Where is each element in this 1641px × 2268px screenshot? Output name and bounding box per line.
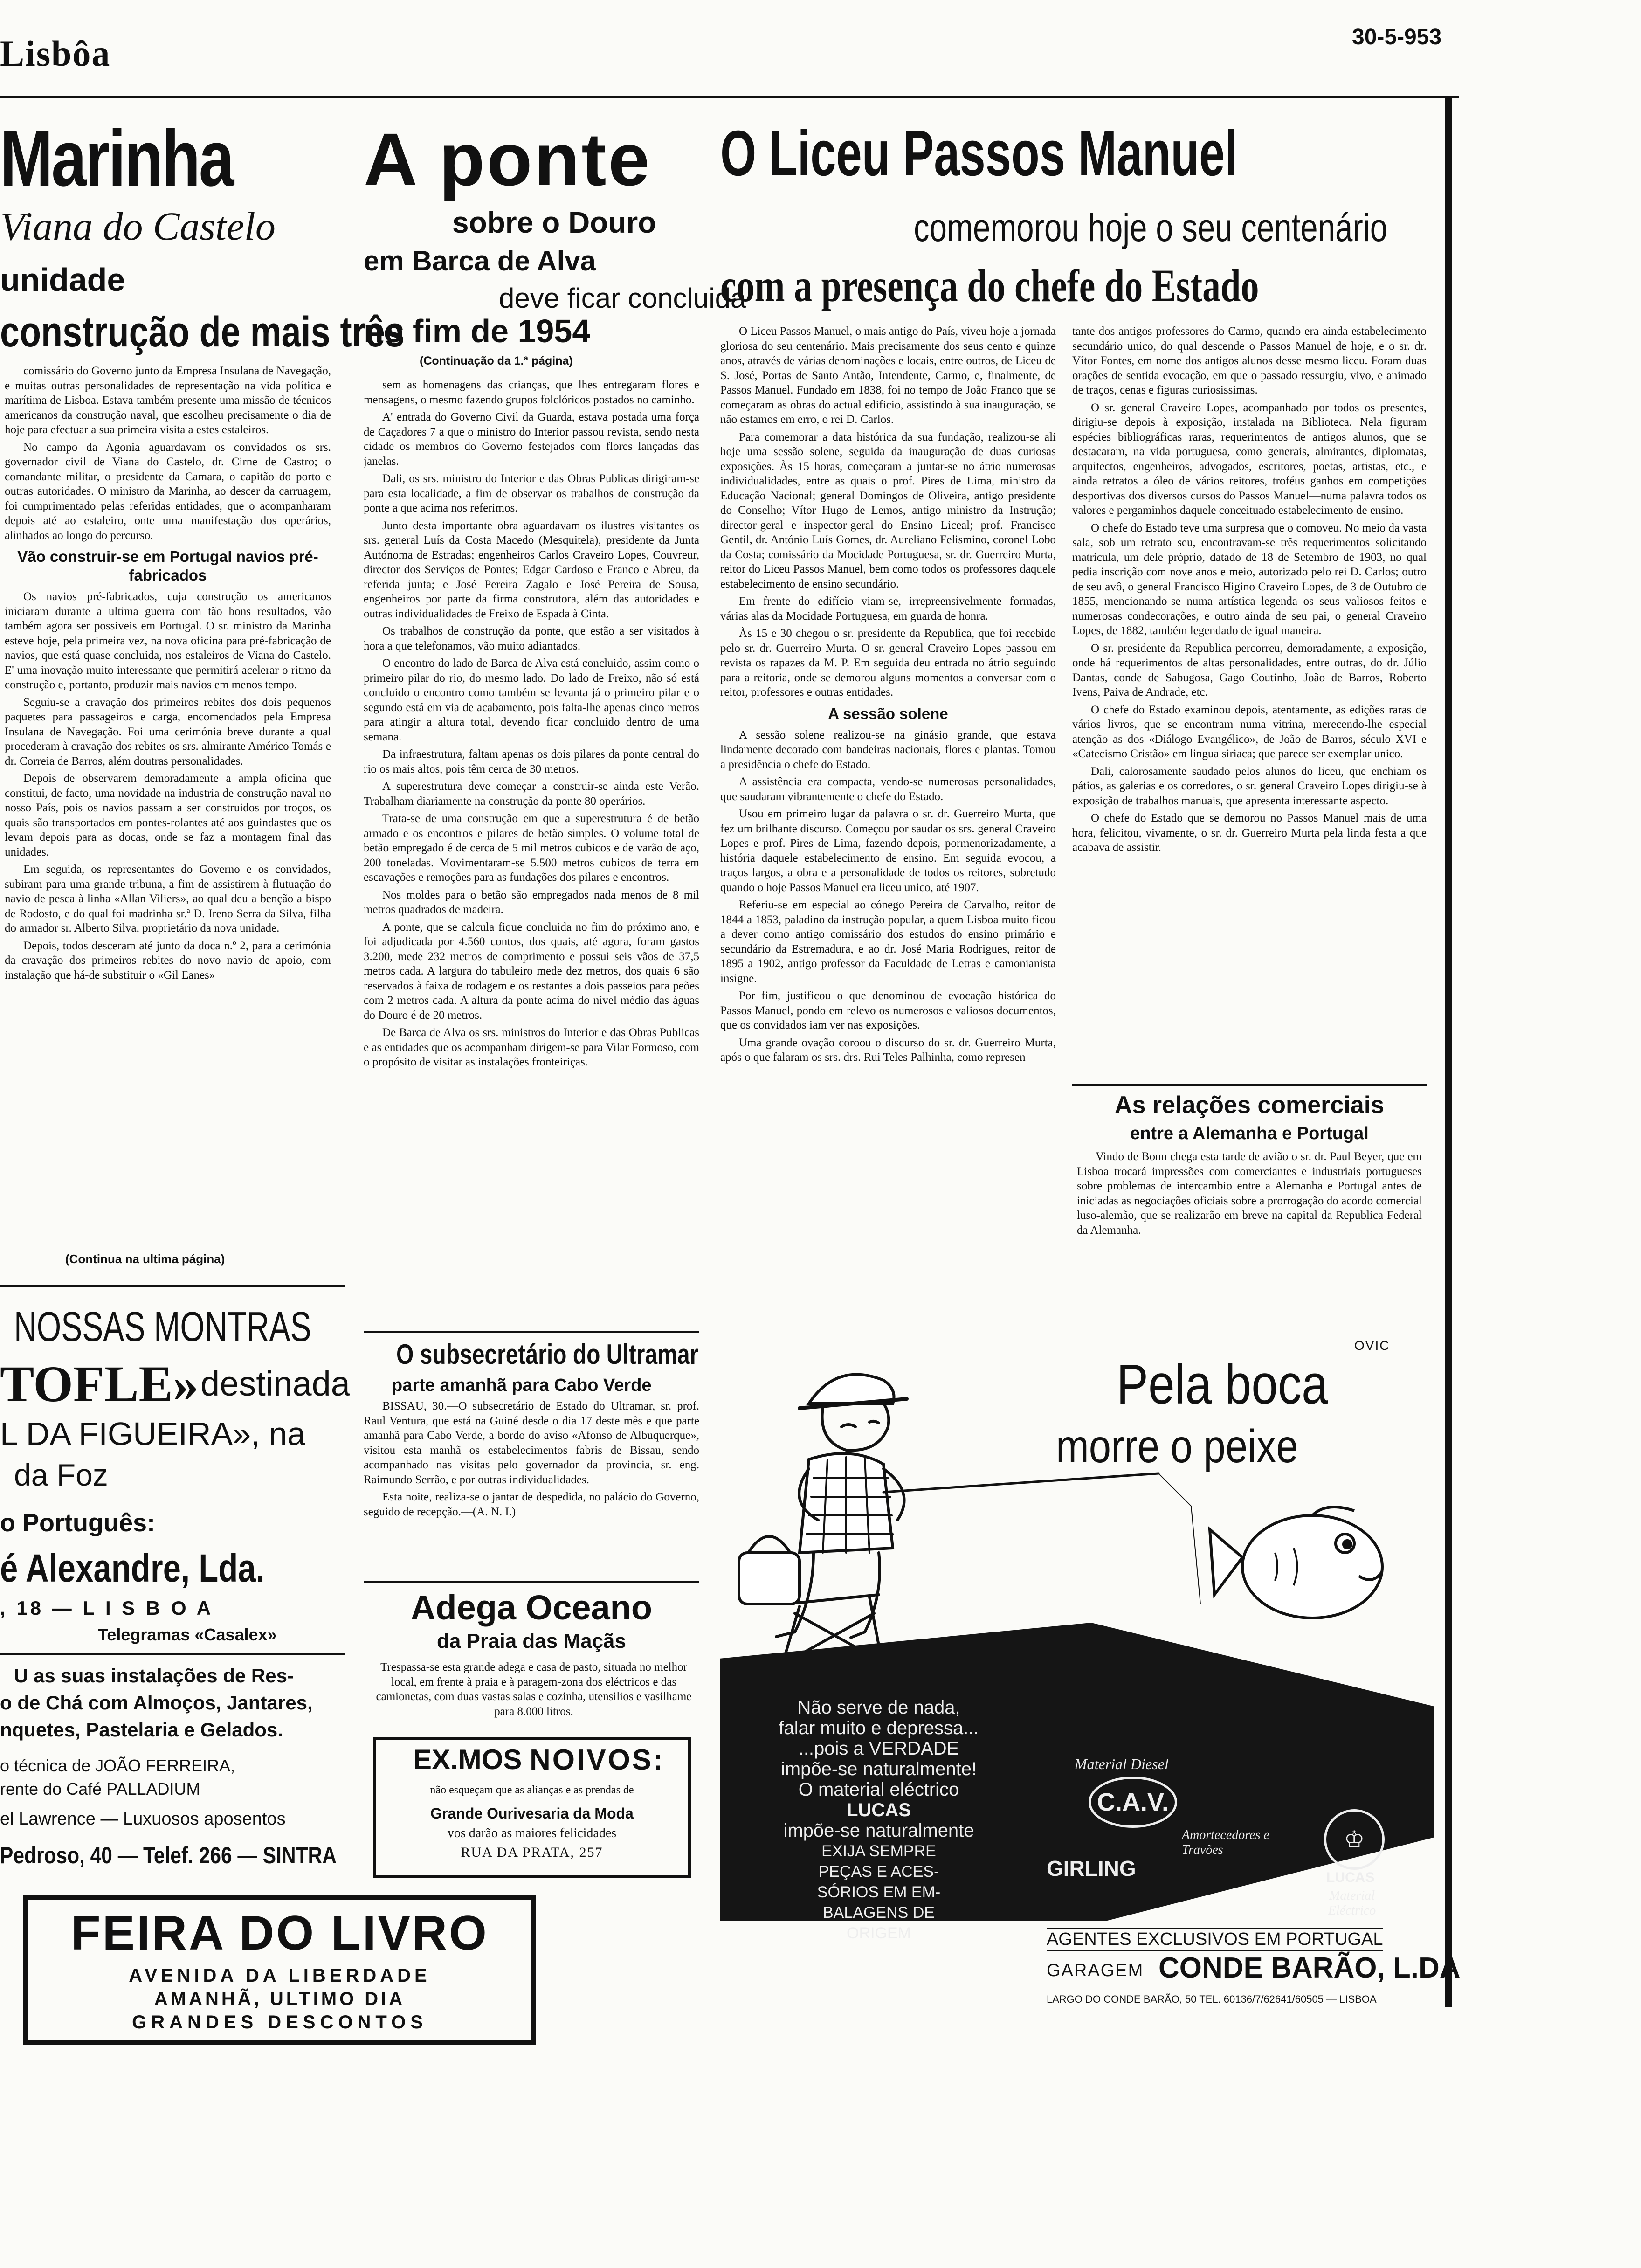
liceu-subhead: A sessão solene (828, 705, 948, 722)
slogan-line: O material eléctrico (798, 1779, 959, 1800)
marinha-body (5, 364, 331, 1212)
cha-line-2: o de Chá com Almoços, Jantares, (0, 1692, 313, 1714)
ponte-paragraph: Nos moldes para o betão são empregados nada menos de 8 mil metros quadrados de madeira. (364, 888, 699, 916)
marinha-headline-3: unidade (0, 262, 125, 298)
peixe-tag: OVIC (1354, 1338, 1390, 1353)
ponte-continued-from: (Continuação da 1.ª página) (420, 354, 573, 367)
relacoes-deck: entre a Alemanha e Portugal (1130, 1124, 1369, 1143)
slogan-line: falar muito e depressa... (779, 1718, 979, 1738)
ponte-paragraph: Da infraestrutura, faltam apenas os dois pilares da ponte central do rio os mais altos, pois têm cerca de 30 metros. (364, 748, 699, 775)
ad-pela-boca (720, 1334, 1461, 2019)
cha-line-4: o técnica de JOÃO FERREIRA, (0, 1756, 235, 1775)
masthead-date: 30-5-953 (1352, 25, 1442, 49)
feira-line-2: AVENIDA DA LIBERDADE (129, 1965, 431, 1986)
ad-montras (0, 1294, 350, 1648)
ponte-paragraph: De Barca de Alva os srs. ministros do Interior e das Obras Publicas e as entidades que os acompanham dirigem-se para Vilar Formoso, com o propósito de visitar as instalações fronteiriças. (364, 1026, 699, 1068)
liceu-body-col-1 (720, 324, 1056, 1336)
slogan-line: BALAGENS DE (823, 1904, 935, 1922)
montras-line-4: da Foz (14, 1458, 108, 1492)
ad-feira-do-livro (23, 1895, 536, 2045)
ponte-paragraph: Trata-se de uma construção em que a superestrutura é de betão armado e os encontros e pilares de betão simples. O volume total de betão empregado é de cerca de 5 mil metros cubicos e de varão de aço, 200 toneladas. Movimentaram-se 5.500 metros cubicos de terra em escavações e remoções para as fundações dos pilares e encontros. (364, 812, 699, 884)
adega-subtitle: da Praia das Maçãs (436, 1630, 626, 1653)
montras-line-6: é Alexandre, Lda. (0, 1546, 265, 1590)
subsecretario-body (364, 1399, 699, 1576)
liceu-paragraph: Para comemorar a data histórica da sua fundação, realizou-se ali hoje uma sessão solene, seguida da inauguração de duas curiosas exposições. Às 15 horas, começaram a juntar-se no átrio numerosas individualidades, entre as quais o prof. Pires de Lima, ministro da Educação Nacional; general Domingos de Oliveira, antigo presidente do Conselho; Vítor Hugo de Lemos, antigo ministro da Instrução; director-geral e inspector-geral do Ensino Liceal; prof. Francisco Gentil, dr. António Luís Gomes, dr. Aureliano Felismino, coronel Lobo da Costa; comissário da Mocidade Portuguesa, sr. dr. Guerreiro Murta, reitor do Liceu Passos Manuel, bem como todos os professores daquele estabelecimento de ensino secundário. (720, 430, 1056, 590)
marinha-paragraph: Depois de observarem demoradamente a ampla oficina que constitui, de facto, uma novidade na industria de construção naval no nosso País, pois os navios passam a ser construidos por troços, os quais são transportados em pontes-rolantes até aos guindastes que os levam depois para as docas, onde se faz a montagem final das unidades. (5, 772, 331, 858)
ponte-deck-3: deve ficar concluida (499, 283, 746, 314)
slogan-line: ...pois a VERDADE (798, 1738, 959, 1759)
cha-line-6: el Lawrence — Luxuosos aposentos (0, 1809, 286, 1829)
liceu-paragraph: Dali, calorosamente saudado pelos alunos do liceu, que enchiam os pátios, as galerias e os corredores, o sr. general Craveiro Lopes dirigiu-se à exposição de trabalhos manuais, que apresenta interessante aspecto. (1072, 765, 1427, 807)
subsecretario-headline: O subsecretário do Ultramar (396, 1339, 699, 1370)
middle-column-rule (364, 1331, 699, 1333)
marinha-paragraph: Seguiu-se a cravação dos primeiros rebites dos dois pequenos paquetes para passageiros e carga, encomendados pela Empresa Insulana de Navegação. Foi uma cerimónia breve durante a qual procederam à cravação dos rebites os srs. almirante Américo Tomás e dr. Correia de Barros, além doutras personalidades. (5, 696, 331, 768)
ponte-paragraph: A superestrutura deve começar a construir-se ainda este Verão. Trabalham diariamente na construção da ponte 80 operários. (364, 780, 699, 808)
marinha-headline: Marinha (0, 114, 233, 203)
montras-line-8: Telegramas «Casalex» (98, 1625, 277, 1644)
ponte-paragraph: Dali, os srs. ministro do Interior e das Obras Publicas dirigiram-se para esta localidade, a fim de observar os trabalhos de construção da ponte a que acima nos referimos. (364, 472, 699, 514)
garage-label: GARAGEM (1047, 1961, 1144, 1980)
montras-line-1: NOSSAS MONTRAS (14, 1304, 311, 1350)
masthead-city: Lisbôa (0, 33, 111, 74)
liceu-paragraph: O sr. general Craveiro Lopes, acompanhado por todos os presentes, dirigiu-se depois à exposição, instalada na Biblioteca. Nela figuram espécies bibliográficas raras, requerimentos de antigos alunos, que se destacaram, na vida portuguesa, como generais, almirantes, diplomatas, arquitectos, engenheiros, advogados, escritores, poetas, artistas, etc., e ainda retratos a óleo de vários reitores, troféus ganhos em competições desportivas dos diversos cursos do Passos Manuel—numa palavra todos os valores e pergaminhos daquele conceituado estabelecimento de ensino. (1072, 401, 1427, 517)
ponte-deck-4: no fim de 1954 (364, 313, 591, 349)
liceu-deck-2: com a presença do chefe do Estado (720, 260, 1259, 311)
liceu-paragraph: O Liceu Passos Manuel, o mais antigo do País, viveu hoje a jornada gloriosa do seu centenário. Mais precisamente dos seus cento e quinze anos, através de várias denominações e locais, entre outros, de Liceu de S. José, Portas de Santo Antão, Intendente, Carmo, e, finalmente, de Passos Manuel. Fundado em 1838, foi no tempo de João Franco que se começaram as obras do actual edificio, assistindo à sua inauguração, se não estamos em erro, o rei D. Carlos. (720, 325, 1056, 426)
ponte-paragraph: A ponte, que se calcula fique concluida no fim do próximo ano, e foi adjudicada por 4.560 contos, dos quais, até agora, foram gastos 3.200, mede 232 metros de comprimento e possui seis vãos de 37,5 metros cada. A largura do tabuleiro mede dez metros, dos quais 6 são reservados à faixa de rodagem e os restantes a dois passeios para peões com 2 metros cada. A altura da ponte acima do nível médio das águas do Douro é de 20 metros. (364, 920, 699, 1022)
liceu-paragraph: O chefe do Estado que se demorou no Passos Manuel mais de uma hora, felicitou, vivamente, o sr. dr. Guerreiro Murta pela linda festa a que acabava de assistir. (1072, 812, 1427, 854)
garage-address: LARGO DO CONDE BARÃO, 50 TEL. 60136/7/62641/60505 — LISBOA (1047, 1993, 1377, 2005)
cha-line-3: nquetes, Pastelaria e Gelados. (0, 1719, 283, 1741)
peixe-title-1: Pela boca (1117, 1353, 1328, 1416)
marinha-paragraph: Depois, todos desceram até junto da doca n.º 2, para a cerimónia da cravação dos primeiros rebites do novo navio de apoio, com instalação que há-de substituir o «Gil Eanes» (5, 939, 331, 982)
liceu-paragraph: O sr. presidente da Republica percorreu, demoradamente, a exposição, onde há requerimentos de altas personalidades, entre outras, do dr. Júlio Dantas, conde de Sabugosa, Gago Coutinho, João de Barros, Roberto Ivens, Paiva de Andrade, etc. (1072, 642, 1427, 698)
ponte-deck-2: em Barca de Alva (364, 245, 596, 277)
liceu-paragraph: A assistência era compacta, vendo-se numerosas personalidades, que saudaram vibrantemente o chefe do Estado. (720, 775, 1056, 803)
feira-line-3: AMANHÃ, ULTIMO DIA (154, 1989, 406, 2009)
marinha-headline-4: construção de mais três (0, 308, 405, 356)
noivos-title-a: EX.MOS (413, 1744, 522, 1775)
liceu-paragraph: Às 15 e 30 chegou o sr. presidente da Republica, que foi recebido pelo sr. dr. Guerreiro Murta. O sr. general Craveiro Lopes passou em revista os rapazes da M. P. Em seguida deu entrada no átrio seguindo para a reitoria, onde se demorou alguns momentos a conversar com o reitor, professores e outras entidades. (720, 627, 1056, 698)
feira-line-4: GRANDES DESCONTOS (132, 2012, 427, 2033)
right-border-rule (1445, 96, 1452, 2007)
noivos-line-4: RUA DA PRATA, 257 (461, 1845, 603, 1860)
cha-line-5: rente do Café PALLADIUM (0, 1779, 200, 1798)
left-column-rule (0, 1285, 345, 1287)
relacoes-top-rule (1072, 1084, 1427, 1086)
ponte-paragraph: Junto desta importante obra aguardavam os ilustres visitantes os srs. general Luís da Costa Macedo (Mesquitela), presidente da Junta Autónoma de Estradas; engenheiros Carlos Craveiro Lopes, Couvreur, director dos Serviços de Pontes; Edgar Cardoso e Franco e Abreu, da referida junta; e José Pereira Zagalo e José Pereira de Sousa, engenheiros por parte da firma construtora, além das autoridades e outras individualidades de Freixo de Espada à Cinta. (364, 519, 699, 620)
ad-noivos (373, 1737, 691, 1878)
cav-logo: C.A.V. (1089, 1777, 1177, 1828)
cav-label: Material Diesel (1075, 1756, 1169, 1772)
slogan-line: LUCAS (847, 1800, 911, 1820)
subsecretario-rule (364, 1581, 699, 1583)
montras-line-5: o Português: (0, 1509, 155, 1537)
marinha-subhead: Vão construir-se em Portugal navios pré-fabricados (17, 548, 318, 584)
marinha-paragraph: Os navios pré-fabricados, cuja construção os americanos iniciaram durante a ultima guerra com tão bons resultados, vão também agora ser possiveis em Portugal. O sr. ministro da Marinha esteve hoje, pela primeira vez, na nova oficina para pré-fabricação de navios, que está quase concluida, nos estaleiros de Viana do Castelo. E' uma inovação muito interessante que permitirá acelerar o ritmo da construção e, portanto, produzir mais navios em menos tempo. (5, 590, 331, 691)
liceu-paragraph: Uma grande ovação coroou o discurso do sr. dr. Guerreiro Murta, após o que falaram os srs. drs. Rui Teles Palhinha, como represen- (720, 1036, 1056, 1064)
fish-illustration (1205, 1501, 1420, 1651)
slogan-line: PEÇAS E ACES- (818, 1863, 939, 1881)
adega-body: Trespassa-se esta grande adega e casa de pasto, situada no melhor local, em frente à praia e à paragem-zona dos eléctricos e das camionetas, com duas vastas salas e cozinha, utensilios e vasilhame para 8.000 litros. (376, 1661, 692, 1718)
liceu-paragraph: O chefe do Estado teve uma surpresa que o comoveu. No meio da vasta sala, sob um retrato seu, encontravam-se três requerimentos solicitando matricula, um dele próprio, datado de 18 de Setembro de 1903, no qual pedia inscrição com nove anos e meio, autorizado pelo rei D. Carlos; outro de seu avô, o general Francisco Higino Craveiro Lopes, de 3 de Outubro de 1855, mencionando-se numa artística legenda os seus valiosos feitos e numerosas condecorações, e outro ainda de seu pai, o general Craveiro Lopes, de 1882, também legendado de igual maneira. (1072, 521, 1427, 637)
lucas-brand: LUCAS (1326, 1870, 1375, 1885)
relacoes-body (1077, 1149, 1422, 1317)
marinha-headline-2: Viana do Castelo (0, 204, 276, 249)
marinha-continued: (Continua na ultima página) (65, 1252, 225, 1266)
noivos-line-1: não esqueçam que as alianças e as prendas de (430, 1784, 634, 1796)
liceu-paragraph: tante dos antigos professores do Carmo, quando era ainda estabelecimento secundário unico, do qual descende o Passos Manuel de hoje, e o sr. dr. Vítor Fontes, em nome dos antigos alunos desse mesmo liceu. Foram duas orações de sentida evocação, em que o passado ressurgiu, vivo, e animado de traços, cenas e figuras curiosissimas. (1072, 325, 1427, 396)
ponte-headline: A ponte (364, 118, 652, 201)
masthead-rule (0, 96, 1459, 98)
marinha-paragraph: No campo da Agonia aguardavam os convidados os srs. governador civil de Viana do Castelo, dr. Cirne de Castro; o comandante militar, o presidente da Camara, o capitão do porto e outras autoridades. O ministro da Marinha, ao descer da carruagem, foi cumprimentado pelas referidas entidades, que o acompanharam depois até ao estaleiro, onte uma manifestação dos operários, alinhados ao longo do percurso. (5, 441, 331, 542)
marinha-paragraph: Em seguida, os representantes do Governo e os convidados, subiram para uma grande tribuna, a fim de assistirem à flutuação do navio de pesca à linha «Allan Viliers», ao qual deu a benção a bispo de Rodosto, e do qual foi madrinha sr.ª D. Ireno Serra da Silva, filha do armador sr. Alberto Silva, proprietário da nova unidade. (5, 863, 331, 934)
girling-sub: Amortecedores e Travões (1182, 1828, 1269, 1857)
montras-line-7: , 18 — L I S B O A (0, 1597, 214, 1619)
lucas-brand-sub: Material Eléctrico (1328, 1888, 1376, 1918)
lucas-slogan (748, 1697, 1009, 1943)
subsecretario-paragraph: Esta noite, realiza-se o jantar de despedida, no palácio do Governo, seguido de recepção.—(A. N. I.) (364, 1491, 699, 1518)
cha-line-7: Pedroso, 40 — Telef. 266 — SINTRA (0, 1842, 337, 1868)
montras-line-3: L DA FIGUEIRA», na (0, 1416, 305, 1452)
slogan-line: impõe-se naturalmente (783, 1820, 974, 1841)
ponte-deck-1: sobre o Douro (452, 206, 656, 239)
ponte-paragraph: A' entrada do Governo Civil da Guarda, estava postada uma força de Caçadores 7 a que o ministro do Interior passou revista, sendo nesta cidade os membros do Governo festejados com flores lançadas das janelas. (364, 411, 699, 468)
liceu-headline: O Liceu Passos Manuel (720, 118, 1238, 189)
feira-line-1: FEIRA DO LIVRO (71, 1906, 489, 1960)
ponte-body (364, 378, 699, 1324)
adega-title: Adega Oceano (410, 1588, 653, 1627)
liceu-paragraph: Em frente do edifício viam-se, irrepreensivelmente formadas, várias alas da Mocidade Portuguesa, em guarda de honra. (720, 595, 1056, 622)
slogan-line: Não serve de nada, (797, 1697, 960, 1718)
peixe-title-2: morre o peixe (1056, 1420, 1298, 1473)
slogan-line: SÓRIOS EM EM- (817, 1883, 941, 1901)
slogan-line: EXIJA SEMPRE (821, 1842, 936, 1860)
relacoes-paragraph: Vindo de Bonn chega esta tarde de avião o sr. dr. Paul Beyer, que em Lisboa trocará impressões com comerciantes e industriais portugueses sobre problemas de intercambio entre a Alemanha e Portugal antes de iniciadas as negociações oficiais sobre a prorrogação do acordo comercial luso-alemão, que se realizarão em breve na capital da Republica Federal da Alemanha. (1077, 1150, 1422, 1237)
noivos-title-b: NOIVOS: (530, 1744, 665, 1776)
noivos-line-3: vos darão as maiores felicidades (447, 1826, 617, 1840)
montras-line-2a: TOFLE» (0, 1355, 199, 1412)
left-ad-rule (0, 1653, 345, 1655)
liceu-deck-1: comemorou hoje o seu centenário (914, 206, 1388, 249)
slogan-line: ORIGEM (847, 1924, 911, 1942)
relacoes-headline: As relações comerciais (1114, 1092, 1385, 1119)
slogan-line: impõe-se naturalmente! (780, 1759, 977, 1779)
garage-name: CONDE BARÃO, L.DA (1158, 1952, 1461, 1984)
liceu-paragraph: Usou em primeiro lugar da palavra o sr. dr. Guerreiro Murta, que fez um brilhante discurso. Começou por saudar os srs. general Craveiro Lopes e prof. Pires de Lima, fazendo depois, pormenorizadamente, a história daquele estabelecimento de ensino. Em seguida evocou, a traços largos, a obra e a personalidade de todos os reitores, sobretudo quando o hoje Passos Manuel era liceu unico, até 1907. (720, 808, 1056, 894)
subsecretario-paragraph: BISSAU, 30.—O subsecretário de Estado do Ultramar, sr. prof. Raul Ventura, que está na Guiné desde o dia 17 deste mês e que parte amanhã para Cabo Verde, a bordo do aviso «Afonso de Albuquerque», visitou esta manhã os estabelecimentos fabris de Bissau, sendo acompanhado nas visitas pelo governador da provincia, sr. eng. Raimundo Serrão, e por outras individualidades. (364, 1400, 699, 1486)
liceu-body-col-2 (1072, 324, 1427, 1079)
liceu-paragraph: A sessão solene realizou-se na ginásio grande, que estava lindamente decorado com bandeiras nacionais, flores e plantas. Tomou a presidência o chefe do Estado. (720, 728, 1056, 771)
liceu-paragraph: Por fim, justificou o que denominou de evocação histórica do Passos Manuel, pondo em relevo os numerosos e valiosos documentos, que os convidados iam ver nas exposições. (720, 989, 1056, 1031)
marinha-paragraph: comissário do Governo junto da Empresa Insulana de Navegação, e muitas outras personalidades de representação na vida política e marítima de Lisboa. Estava também presente uma missão de técnicos americanos da construção naval, que escolheu precisamente o dia de hoje para efectuar a sua primeira visita a estes estaleiros. (5, 365, 331, 436)
cha-line-1: U as suas instalações de Res- (14, 1665, 294, 1687)
lucas-logo: ♔ (1324, 1809, 1385, 1870)
liceu-paragraph: O chefe do Estado examinou depois, atentamente, as edições raras de vários livros, que se encontram numa vitrina, merecendo-lhe especial atenção as dos «Diálogo Evangélico», de João de Barros, século XVI e «Catecismo Cristão» em lingua siriaca; que parece ser exemplar unico. (1072, 703, 1427, 760)
subsecretario-deck: parte amanhã para Cabo Verde (392, 1376, 652, 1395)
liceu-paragraph: Referiu-se em especial ao cónego Pereira de Carvalho, reitor de 1844 a 1853, paladino da instrução popular, a quem Lisboa muito ficou a dever como antigo comissário dos estudos do ensino primário e secundário da Estremadura, e ao dr. José Maria Rodrigues, reitor de 1895 a 1902, antigo professor da Faculdade de Letras e camonianista insigne. (720, 899, 1056, 985)
agents-line: AGENTES EXCLUSIVOS EM PORTUGAL (1047, 1928, 1383, 1951)
ad-cha (0, 1665, 345, 1884)
girling-logo: GIRLING (1047, 1856, 1136, 1881)
ponte-paragraph: Os trabalhos de construção da ponte, que estão a ser visitados à hora a que telefonamos, vão muito adiantados. (364, 625, 699, 652)
noivos-line-2: Grande Ourivesaria da Moda (430, 1805, 634, 1822)
ponte-paragraph: sem as homenagens das crianças, que lhes entregaram flores e mensagens, o mesmo fazendo grupos folclóricos postados no caminho. (364, 379, 699, 406)
montras-line-2b: destinada (200, 1364, 350, 1403)
ponte-paragraph: O encontro do lado de Barca de Alva está concluido, assim como o primeiro pilar do rio, do mesmo lado. Do lado de Freixo, não só está concluido o encontro como também se levanta já o primeiro pilar e o segundo está em via de acabamento, pois falta-lhe apenas cinco metros para atingir a altura total, devendo ficar concluido dentro de uma semana. (364, 657, 699, 743)
